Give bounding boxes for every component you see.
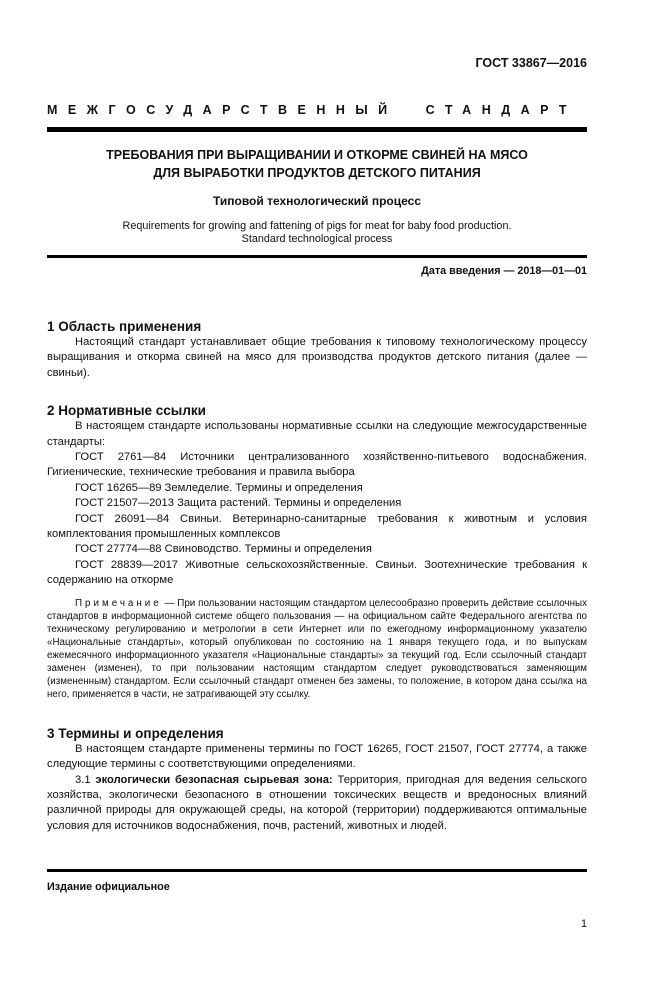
section-2-intro: В настоящем стандарте использованы нормативные ссылки на следующие межгосударственные стандарты:	[47, 420, 587, 448]
reference-item: ГОСТ 21507—2013 Защита растений. Термины и определения	[75, 497, 402, 510]
title-ru-line2: ДЛЯ ВЫРАБОТКИ ПРОДУКТОВ ДЕТСКОГО ПИТАНИЯ	[153, 165, 481, 180]
term-name: экологически безопасная сырьевая зона:	[95, 773, 333, 786]
reference-item: ГОСТ 26091—84 Свиньи. Ветеринарно-санитарные требования к животным и условия комплектования промышленных комплексов	[47, 512, 587, 541]
page-content	[47, 56, 587, 834]
standard-type-heading: МЕЖГОСУДАРСТВЕННЫЙ СТАНДАРТ	[47, 103, 577, 117]
note-text: — При пользовании настоящим стандартом целесообразно проверить действие ссылочных стандартов в информационной системе общего пользования — на официальном сайте Федерального агентства по техническому регулированию и метрологии в сети Интернет или по ежегодному информационному указателю «Национальные стандарты», который опубликован по состоянию на 1 января текущего года, и по выпускам ежемесячного информационного указателя «Национальные стандарты» за текущий год. Если ссылочный стандарт заменен (изменен), то при пользовании настоящим стандартом следует руководствоваться заменяющим (измененным) стандартом. Если ссылочный стандарт отменен без замены, то положение, в котором дана ссылка на него, применяется в части, не затрагивающей эту ссылку.	[47, 597, 587, 700]
section-1-paragraph: Настоящий стандарт устанавливает общие требования к типовому технологическому процессу выращивания и откорма свиней на мясо для производства продуктов детского питания (далее — свиньи).	[47, 336, 587, 379]
page-footer	[47, 869, 587, 931]
section-3-heading: 3 Термины и определения	[47, 725, 224, 741]
document-subtitle: Типовой технологический процесс	[212, 194, 421, 208]
document-title-ru	[47, 147, 587, 182]
doc-code: ГОСТ 33867—2016	[475, 56, 587, 70]
section-2-note	[47, 597, 587, 701]
reference-item: ГОСТ 16265—89 Земледелие. Термины и определения	[75, 481, 363, 494]
section-2-heading: 2 Нормативные ссылки	[47, 403, 206, 419]
reference-item: ГОСТ 2761—84 Источники централизованного хозяйственно-питьевого водоснабжения. Гигиенические, технические требования и правила выбора	[47, 451, 587, 479]
introduction-date: Дата введения — 2018—01—01	[421, 265, 587, 277]
section-3-intro: В настоящем стандарте применены термины по ГОСТ 16265, ГОСТ 21507, ГОСТ 27774, а также следующие термины с соответствующими определениями.	[47, 742, 587, 771]
reference-item: ГОСТ 27774—88 Свиноводство. Термины и определения	[75, 543, 372, 556]
rule-above-date	[47, 255, 587, 258]
title-ru-line1: ТРЕБОВАНИЯ ПРИ ВЫРАЩИВАНИИ И ОТКОРМЕ СВИНЕЙ НА МЯСО	[106, 148, 528, 162]
edition-note: Издание официальное	[47, 881, 170, 893]
note-label: Примечание	[75, 597, 162, 609]
section-1-heading: 1 Область применения	[47, 319, 202, 334]
page-number: 1	[580, 918, 587, 930]
term-definition-3-1	[47, 773, 587, 835]
title-en-line2: Standard technological process	[241, 233, 393, 245]
footer-rule	[47, 869, 587, 872]
term-definition-text: Территория, пригодная для ведения сельского хозяйства, экологически безопасного в отношении токсических веществ и вредоносных влияний различной природы для окружающей среды, на которой (территории) поддерживаются оптимальные условия для источников водоснабжения, почв, растений, животных и людей.	[47, 773, 587, 832]
reference-item: ГОСТ 28839—2017 Животные сельскохозяйственные. Свиньи. Зоотехнические требования к содержанию на откорме	[47, 558, 587, 587]
document-title-en	[47, 220, 587, 246]
header-rule-thick	[47, 127, 587, 132]
document-page	[0, 56, 661, 991]
title-en-line1: Requirements for growing and fattening of pigs for meat for baby food production.	[122, 220, 512, 232]
term-number: 3.1	[75, 773, 96, 786]
